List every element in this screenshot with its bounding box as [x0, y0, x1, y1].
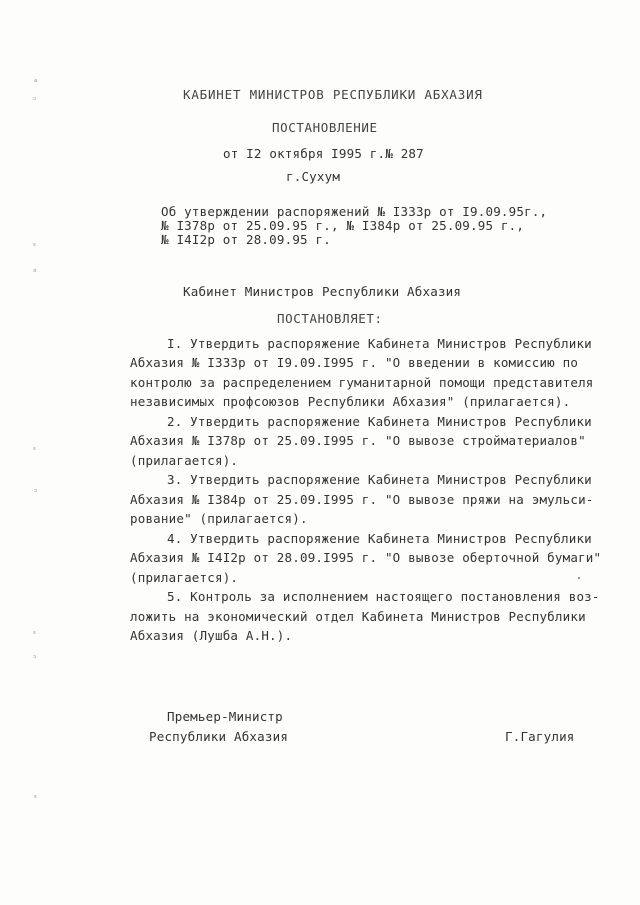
- signatory-name: Г.Гагулия: [505, 729, 575, 744]
- resolves-heading: ПОСТАНОВЛЯЕТ:: [277, 311, 383, 326]
- subject-line: Об утверждении распоряжений № I333р от I9.09.95г.,: [161, 204, 548, 219]
- margin-mark-1: ᵃ: [34, 78, 38, 88]
- signatory-position: Премьер-Министр: [167, 709, 283, 724]
- margin-mark-6: ᵓ: [34, 488, 38, 498]
- paragraph-1-line: независимых профсоюзов Республики Абхазия" (прилагается).: [130, 394, 571, 409]
- paragraph-1-line: Абхазия № I333р от I9.09.I995 г. "О введении в комиссию по: [130, 355, 579, 370]
- paragraph-3-line: 3. Утвердить распоряжение Кабинета Министров Республики: [167, 472, 592, 487]
- signatory-position: Республики Абхазия: [149, 729, 289, 744]
- paragraph-5-line: ложить на экономический отдел Кабинета Министров Республики: [130, 609, 586, 624]
- margin-mark-2: ᵓ: [33, 96, 37, 106]
- margin-mark-8: ᵓ: [33, 654, 37, 664]
- paragraph-2-line: Абхазия № I378р от 25.09.I995 г. "О вывозе стройматериалов": [130, 433, 586, 448]
- document-city: г.Сухум: [286, 169, 341, 184]
- paragraph-3-line: рование" (прилагается).: [130, 511, 308, 526]
- margin-mark-7: ᵋ: [33, 630, 37, 640]
- subject-line: № I4I2р от 28.09.95 г.: [161, 232, 331, 247]
- paragraph-3-line: Абхазия № I384р от 25.09.I995 г. "О вывозе пряжи на эмульси-: [130, 492, 594, 507]
- document-type: ПОСТАНОВЛЕНИЕ: [272, 120, 378, 135]
- issuing-body: Кабинет Министров Республики Абхазия: [183, 284, 462, 299]
- margin-mark-5: ᵋ: [33, 446, 37, 456]
- margin-mark-9: ᵋ: [34, 794, 38, 804]
- document-date-number: от I2 октября I995 г.№ 287: [223, 146, 424, 161]
- paragraph-5-line: Абхазия (Лушба А.Н.).: [130, 628, 293, 643]
- paragraph-4-line: 4. Утвердить распоряжение Кабинета Министров Республики: [167, 531, 592, 546]
- paragraph-1-line: I. Утвердить распоряжение Кабинета Министров Республики: [167, 336, 592, 351]
- cabinet-title: КАБИНЕТ МИНИСТРОВ РЕСПУБЛИКИ АБХАЗИЯ: [183, 87, 483, 102]
- margin-mark-3: ᵋ: [33, 242, 37, 252]
- paragraph-2-line: 2. Утвердить распоряжение Кабинета Министров Республики: [167, 414, 592, 429]
- margin-mark-4: ᵊ: [33, 268, 37, 278]
- paragraph-4-line: (прилагается).: [130, 570, 239, 585]
- subject-line: № I378р от 25.09.95 г., № I384р от 25.09.95 г.,: [161, 218, 525, 233]
- paragraph-1-line: контролю за распределением гуманитарной помощи представителя: [130, 375, 594, 390]
- paragraph-5-line: 5. Контроль за исполнением настоящего постановления воз-: [167, 589, 600, 604]
- paragraph-2-line: (прилагается).: [130, 453, 239, 468]
- stray-ink-dot: [578, 577, 580, 579]
- paragraph-4-line: Абхазия № I4I2р от 28.09.I995 г. "О вывозе оберточной бумаги": [130, 550, 602, 565]
